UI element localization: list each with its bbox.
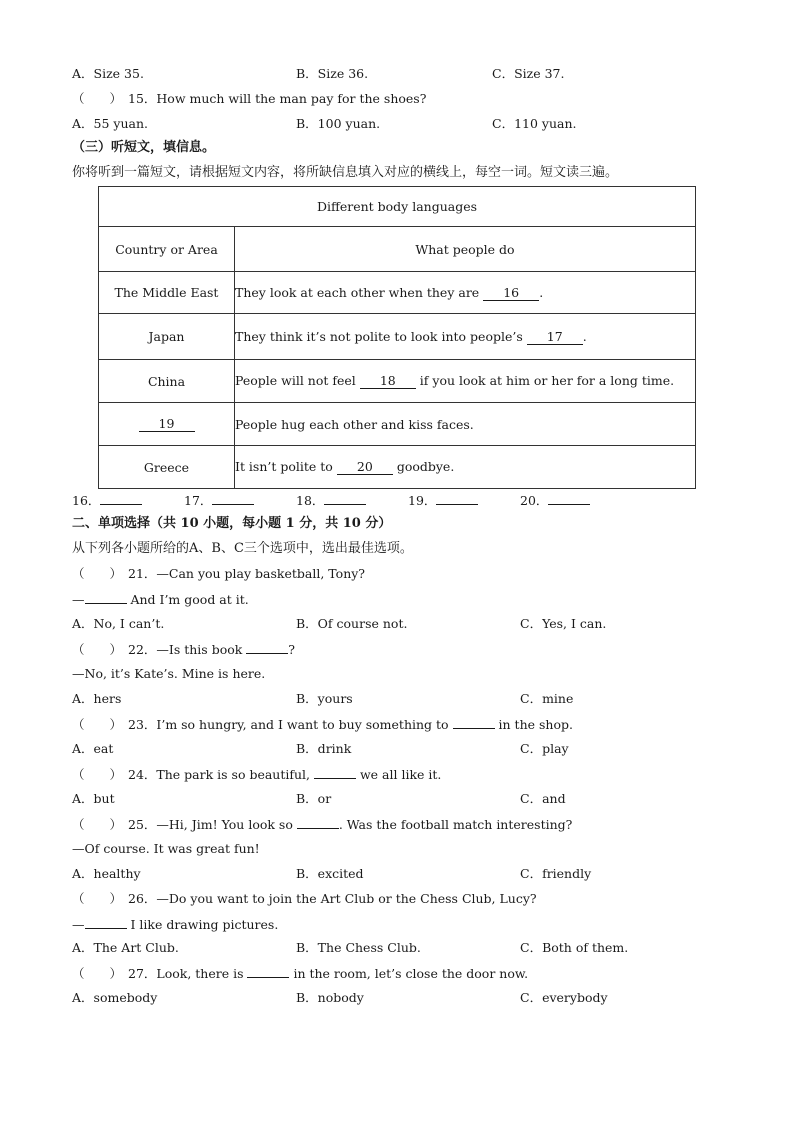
- answer-17-blank[interactable]: [212, 492, 254, 505]
- q21-option-a[interactable]: A．No, I can’t.: [72, 616, 165, 631]
- answer-paren[interactable]: （ ）: [72, 966, 123, 981]
- q26-option-a[interactable]: A．The Art Club.: [72, 940, 179, 955]
- answer-18-blank[interactable]: [324, 492, 366, 505]
- table-title: Different body languages: [99, 187, 696, 227]
- blank-18[interactable]: 18: [360, 373, 416, 389]
- blank-20[interactable]: 20: [337, 459, 393, 475]
- question-text: 15．How much will the man pay for the shoes?: [128, 91, 427, 106]
- q23-option-c[interactable]: C．play: [520, 741, 569, 756]
- answer-paren[interactable]: （ ）: [72, 642, 123, 657]
- section-3-instruction: 你将听到一篇短文，请根据短文内容，将所缺信息填入对应的横线上，每空一词。短文读三遍。: [72, 165, 619, 180]
- q27-option-a[interactable]: A．somebody: [72, 990, 158, 1005]
- question-23: （ ） 23．I’m so hungry, and I want to buy something to in the shop.: [72, 717, 573, 732]
- question-25: （ ） 25．—Hi, Jim! You look so . Was the football match interesting?: [72, 817, 573, 832]
- answer-16-blank[interactable]: [100, 492, 142, 505]
- question-24: （ ） 24．The park is so beautiful, we all like it.: [72, 767, 442, 782]
- question-27: （ ） 27．Look, there is in the room, let’s close the door now.: [72, 966, 529, 981]
- question-25-line2: —Of course. It was great fun!: [72, 841, 260, 856]
- answer-19: 19．: [408, 492, 478, 509]
- table-row: [99, 360, 696, 403]
- q26-option-b[interactable]: B．The Chess Club.: [296, 940, 421, 955]
- table-row: [99, 314, 696, 360]
- q23-option-b[interactable]: B．drink: [296, 741, 352, 756]
- q24-option-a[interactable]: A．but: [72, 791, 115, 806]
- q14-option-c[interactable]: C．Size 37.: [492, 66, 565, 81]
- answer-20: 20．: [520, 492, 590, 509]
- q25-option-b[interactable]: B．excited: [296, 866, 364, 881]
- action-cell: They look at each other when they are 16 .: [235, 272, 696, 314]
- q14-option-b[interactable]: B．Size 36.: [296, 66, 369, 81]
- action-cell: They think it’s not polite to look into people’s 17 .: [235, 314, 696, 360]
- blank-19[interactable]: 19: [139, 416, 195, 432]
- col-header-action: What people do: [235, 227, 696, 272]
- blank-16[interactable]: 16: [483, 285, 539, 301]
- table-row: [99, 446, 696, 489]
- answer-20-blank[interactable]: [548, 492, 590, 505]
- q24-option-c[interactable]: C．and: [520, 791, 566, 806]
- q24-option-b[interactable]: B．or: [296, 791, 332, 806]
- q21-option-b[interactable]: B．Of course not.: [296, 616, 408, 631]
- question-26-line2: — I like drawing pictures.: [72, 917, 279, 932]
- fill-blank[interactable]: [85, 916, 127, 929]
- answer-paren[interactable]: （ ）: [72, 817, 123, 832]
- q23-option-a[interactable]: A．eat: [72, 741, 114, 756]
- q22-option-c[interactable]: C．mine: [520, 691, 574, 706]
- q15-option-a[interactable]: A．55 yuan.: [72, 116, 148, 131]
- area-cell: Greece: [99, 446, 235, 489]
- answer-paren[interactable]: （ ）: [72, 891, 123, 906]
- col-header-area: Country or Area: [99, 227, 235, 272]
- fill-blank[interactable]: [246, 641, 288, 654]
- part-2-instruction: 从下列各小题所给的A、B、C三个选项中，选出最佳选项。: [72, 541, 413, 556]
- q22-option-b[interactable]: B．yours: [296, 691, 353, 706]
- answer-19-blank[interactable]: [436, 492, 478, 505]
- area-cell: [99, 403, 235, 446]
- question-21-line2: — And I’m good at it.: [72, 592, 249, 607]
- answer-paren[interactable]: （ ）: [72, 566, 123, 581]
- question-15: [72, 91, 426, 107]
- q15-option-b[interactable]: B．100 yuan.: [296, 116, 381, 131]
- fill-blank[interactable]: [314, 766, 356, 779]
- blank-17[interactable]: 17: [527, 329, 583, 345]
- fill-blank[interactable]: [453, 716, 495, 729]
- part-2-title: 二、单项选择（共 10 小题，每小题 1 分，共 10 分）: [72, 516, 392, 531]
- q27-option-c[interactable]: C．everybody: [520, 990, 608, 1005]
- q22-option-a[interactable]: A．hers: [72, 691, 122, 706]
- question-26: （ ） 26．—Do you want to join the Art Club or the Chess Club, Lucy?: [72, 891, 537, 906]
- section-3-title: （三）听短文，填信息。: [72, 140, 216, 155]
- action-cell: People will not feel 18 if you look at him or her for a long time.: [235, 360, 696, 403]
- q27-option-b[interactable]: B．nobody: [296, 990, 364, 1005]
- q25-option-a[interactable]: A．healthy: [72, 866, 141, 881]
- question-22-line2: —No, it’s Kate’s. Mine is here.: [72, 666, 266, 681]
- answer-paren[interactable]: （ ）: [72, 91, 123, 106]
- table-row: [99, 403, 696, 446]
- fill-blank[interactable]: [85, 591, 127, 604]
- fill-blank[interactable]: [247, 965, 289, 978]
- table-row: [99, 272, 696, 314]
- action-cell: People hug each other and kiss faces.: [235, 403, 696, 446]
- answer-17: 17．: [184, 492, 254, 509]
- q26-option-c[interactable]: C．Both of them.: [520, 940, 629, 955]
- q25-option-c[interactable]: C．friendly: [520, 866, 592, 881]
- area-cell: China: [99, 360, 235, 403]
- answer-16: 16．: [72, 492, 142, 509]
- area-cell: Japan: [99, 314, 235, 360]
- area-cell: The Middle East: [99, 272, 235, 314]
- fill-blank[interactable]: [297, 816, 339, 829]
- question-22: （ ） 22．—Is this book ?: [72, 642, 295, 657]
- q14-option-a[interactable]: A．Size 35.: [72, 66, 144, 81]
- answer-paren[interactable]: （ ）: [72, 717, 123, 732]
- answer-18: 18．: [296, 492, 366, 509]
- q15-option-c[interactable]: C．110 yuan.: [492, 116, 577, 131]
- question-21: （ ） 21．—Can you play basketball, Tony?: [72, 566, 366, 581]
- answer-paren[interactable]: （ ）: [72, 767, 123, 782]
- body-language-table: [98, 186, 696, 489]
- q21-option-c[interactable]: C．Yes, I can.: [520, 616, 607, 631]
- action-cell: It isn’t polite to 20 goodbye.: [235, 446, 696, 489]
